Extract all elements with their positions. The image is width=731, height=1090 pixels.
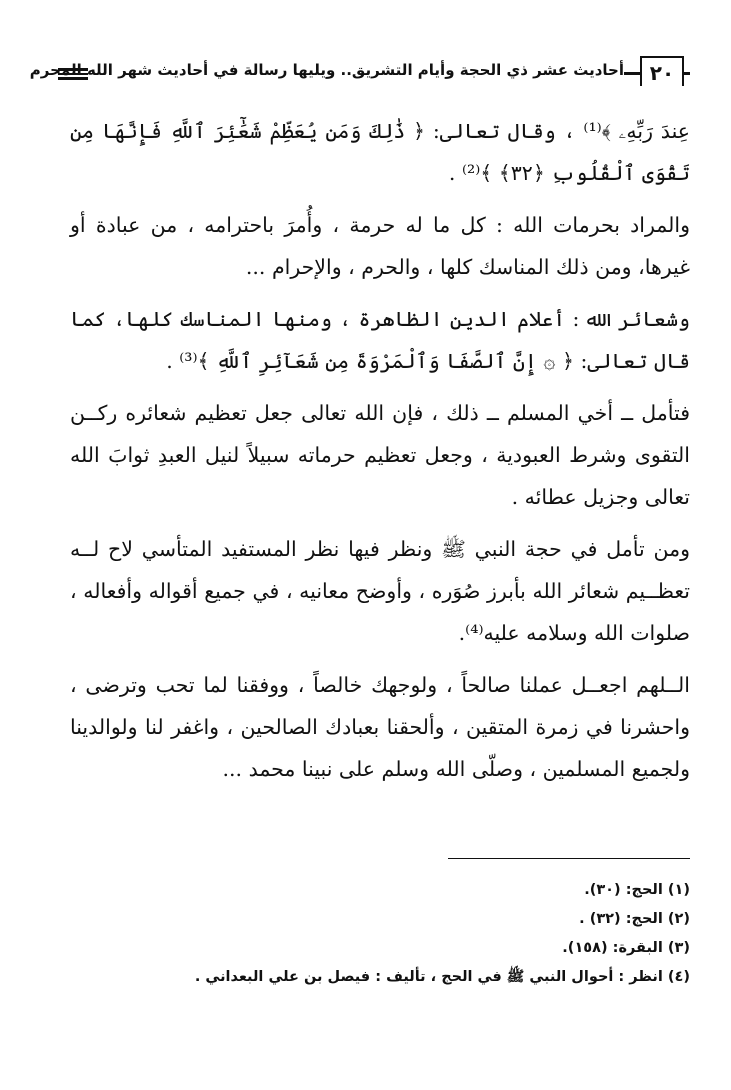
footnote-4: (٤) انظر : أحوال النبي ﷺ في الحج ، تأليف : فيصل بن علي البعداني . xyxy=(194,969,690,985)
paragraph-hurumat: والمراد بحرمات الله : كل ما له حرمة ، وأُمرَ باحترامه ، من عبادة أو غيرها، ومن ذلك المناسك كلها ، والحرم ، والإحرام ... xyxy=(70,213,690,279)
footnote-1: (١) الحج: (٣٠). xyxy=(584,882,690,898)
footnote-3: (٣) البقرة: (١٥٨). xyxy=(562,940,690,956)
page-body xyxy=(70,110,690,804)
paragraph-reflect: فتأمل ــ أخي المسلم ــ ذلك ، فإن الله تعالى جعل تعظيم شعائره ركــن التقوى وشرط العبودية ، وجعل تعظيم حرماته سبيلاً لنيل العبدِ ثوابَ الله تعالى وجزيل عطائه . xyxy=(70,401,690,509)
page-header xyxy=(29,56,690,92)
paragraph-prophet-hajj: ومن تأمل في حجة النبي ﷺ ونظر فيها نظر المستفيد المتأسي لاح لــه تعظــيم شعائر الله بأبرز صُوَره ، وأوضح معانيه ، في جميع أقواله وأفعاله ، صلوات الله وسلامه عليه⁽⁴⁾. xyxy=(70,537,690,645)
paragraph-shaair: وشعائر الله : أعلام الدين الظاهرة ، ومنها المناسك كلها، كما قال تعالى: ﴿ ۞ إِنَّ ٱلصَّفَا وَٱلْمَرْوَةَ مِن شَعَآئِرِ ٱللَّهِ ﴾⁽³⁾ . xyxy=(70,307,690,373)
page-number: ٢٠ xyxy=(640,56,684,86)
footnotes xyxy=(194,876,690,992)
footnote-separator xyxy=(448,858,690,859)
paragraph-quran-verse: عِندَ رَبِّهِۦ ﴾⁽¹⁾ ، وقال تعالى: ﴿ ذَٰلِكَ وَمَن يُعَظِّمْ شَعَٰٓئِرَ ٱللَّهِ فَإِنَّهَا مِن تَقْوَى ٱلْقُلُوبِ ﴿٣٢﴾ ﴾⁽²⁾ . xyxy=(70,119,690,185)
paragraph-supplication: الــلهم اجعــل عملنا صالحاً ، ولوجهك خالصاً ، ووفقنا لما تحب وترضى ، واحشرنا في زمرة المتقين ، وألحقنا بعبادك الصالحين ، واغفر لنا ولوالدينا ولجميع المسلمين ، وصلّى الله وسلم على نبينا محمد ... xyxy=(70,673,690,781)
footnote-2: (٢) الحج: (٣٢) . xyxy=(579,911,690,927)
running-title: أحاديث عشر ذي الحجة وأيام التشريق.. ويليها رسالة في أحاديث شهر الله المحرم xyxy=(29,61,624,79)
